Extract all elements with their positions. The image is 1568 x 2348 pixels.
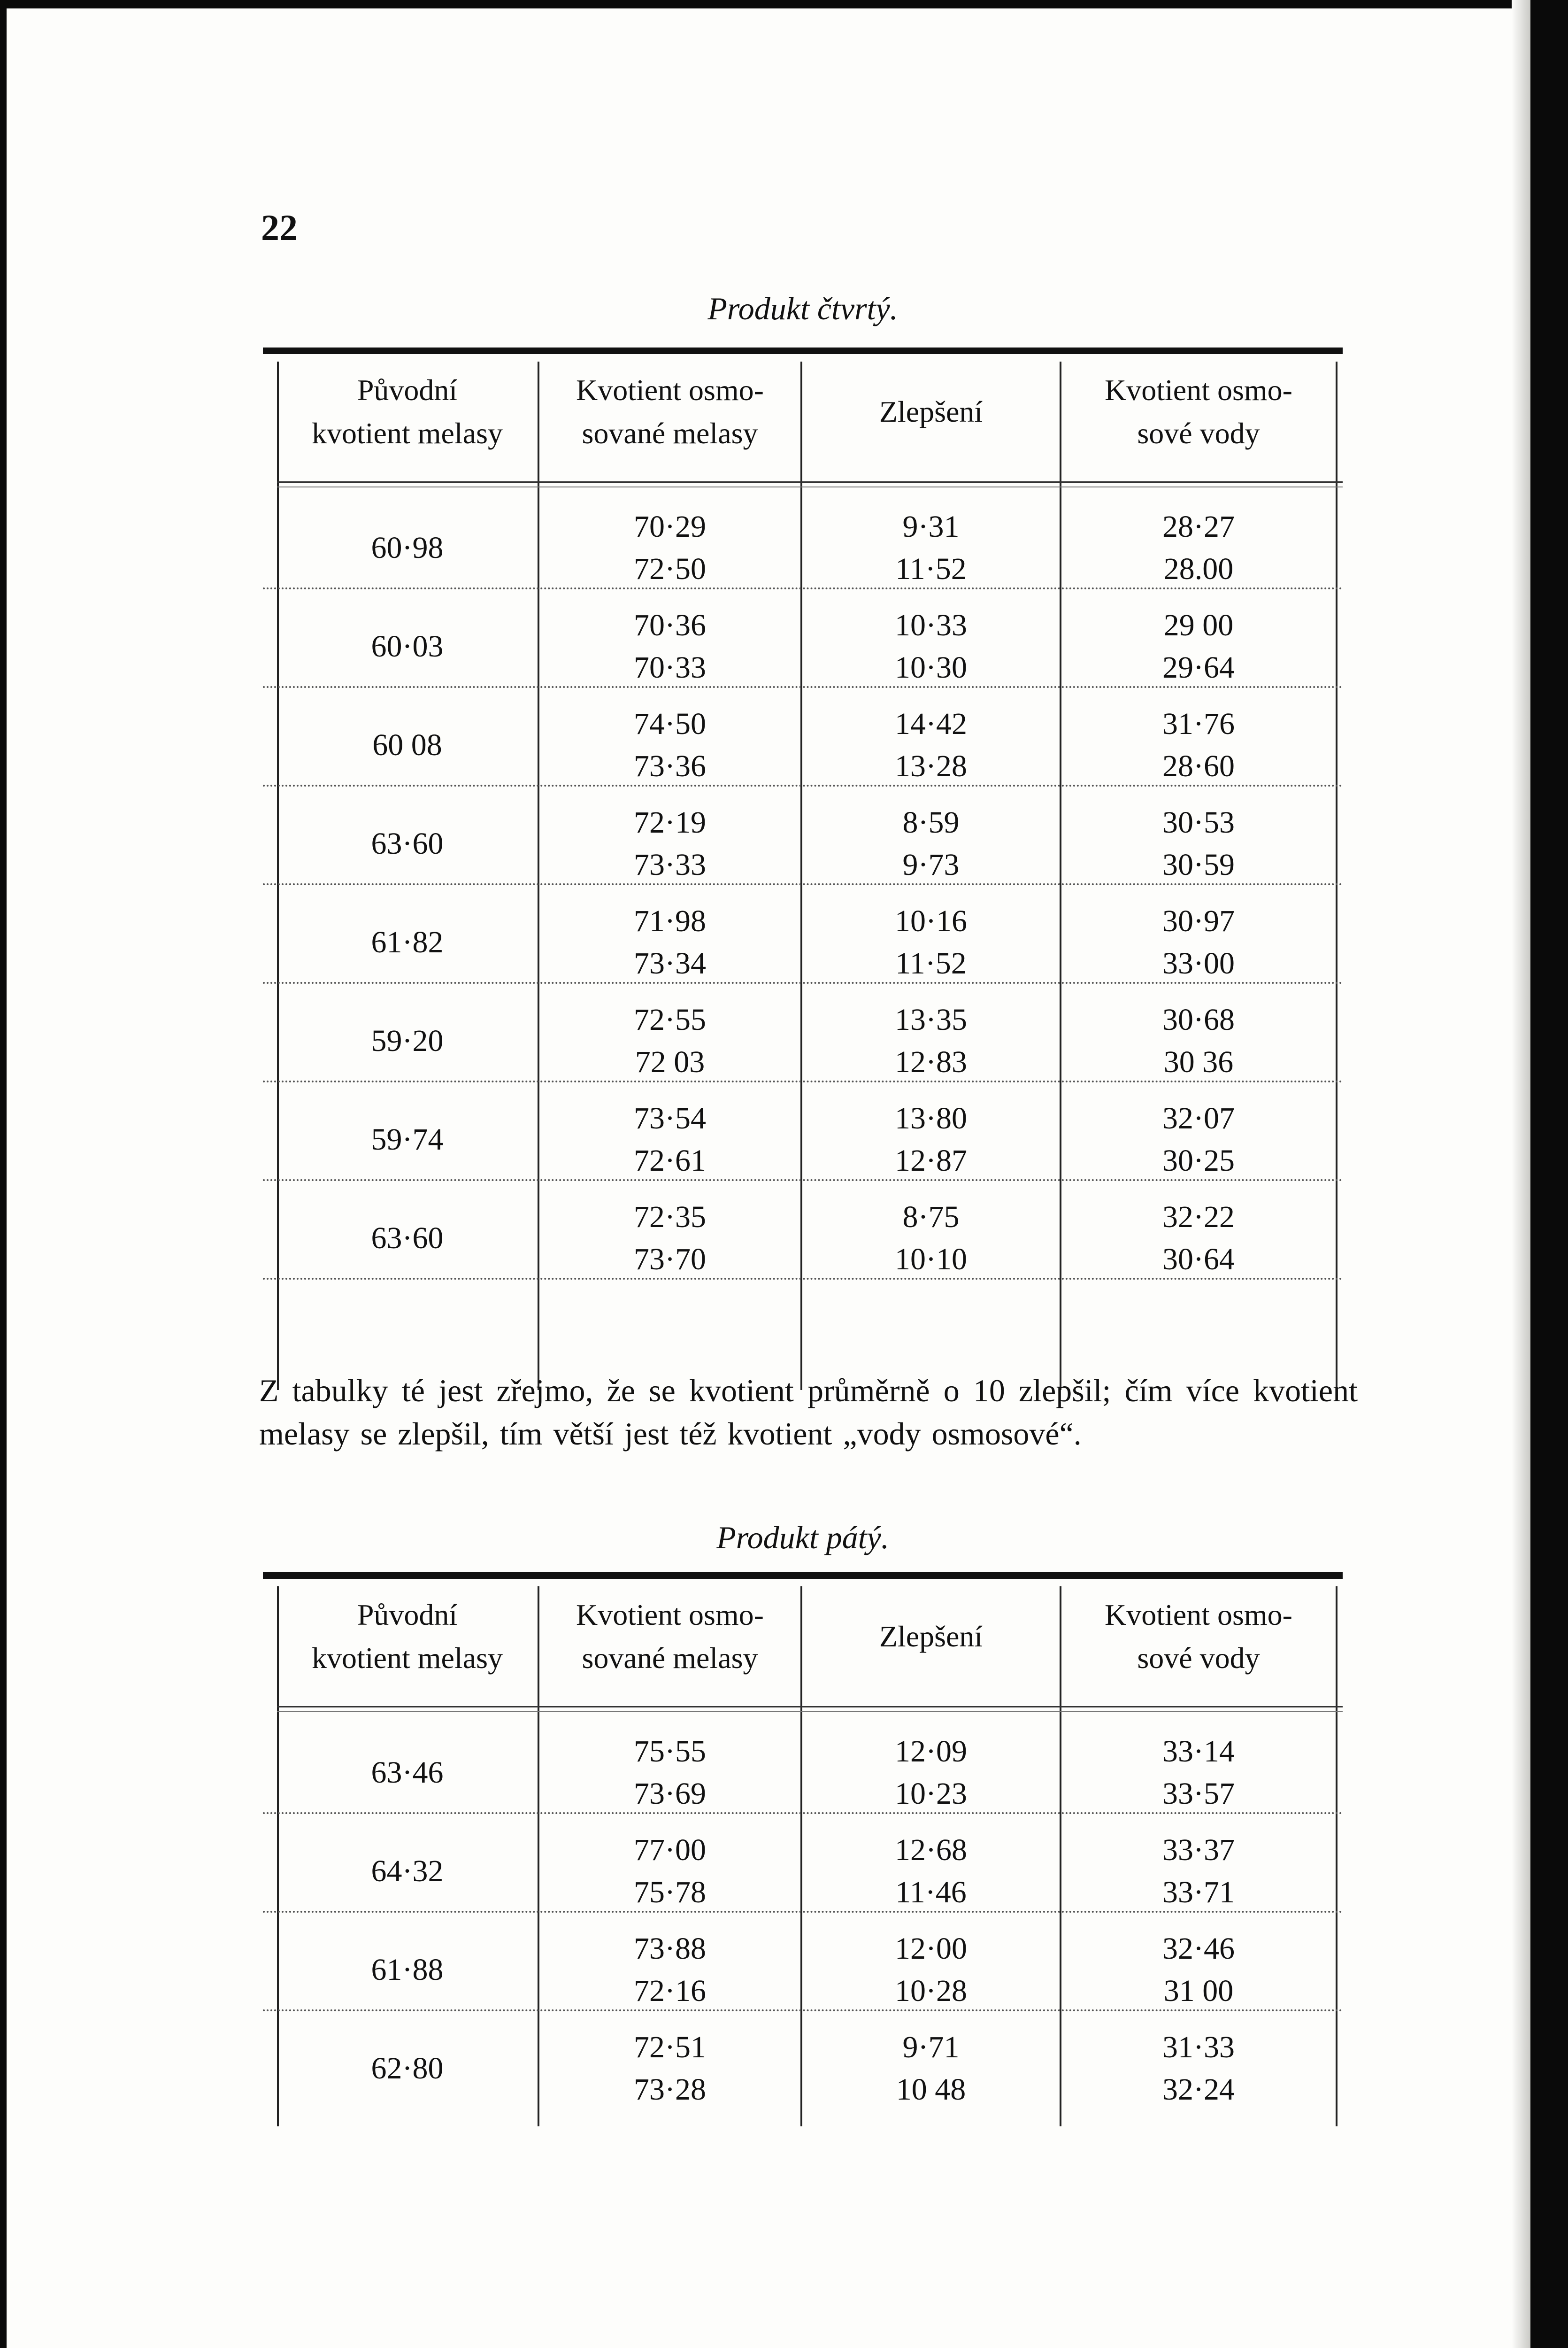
header-line: kvotient melasy (311, 1641, 503, 1675)
page-number: 22 (261, 207, 298, 248)
cell-osmosed-quotient-a: 72·55 (634, 1003, 706, 1037)
cell-osmosed-quotient-b: 72·16 (634, 1974, 706, 2008)
cell-osmosed-quotient-a: 72·35 (634, 1200, 706, 1234)
table-top-rule (263, 348, 1343, 354)
cell-water-quotient-b: 32·24 (1162, 2072, 1235, 2107)
cell-improvement-a: 10·33 (895, 608, 967, 642)
table-row (263, 787, 1343, 885)
cell-improvement-b: 10·10 (895, 1242, 967, 1276)
cell-water-quotient-a: 32·22 (1162, 1200, 1235, 1234)
header-line: sované melasy (582, 1641, 758, 1675)
header-water-quotient (1061, 369, 1336, 455)
table-row (263, 1082, 1343, 1181)
cell-improvement-b: 12·83 (895, 1045, 967, 1079)
cell-osmosed-quotient-b: 73·36 (634, 749, 706, 783)
table-row (263, 1814, 1343, 1913)
cell-water-quotient-b: 28.00 (1163, 552, 1234, 586)
cell-osmosed-quotient-a: 71·98 (634, 904, 706, 938)
cell-improvement-a: 13·80 (895, 1101, 967, 1135)
cell-osmosed-quotient-b: 70·33 (634, 650, 706, 685)
header-line: Zlepšení (879, 1620, 983, 1653)
cell-original-quotient: 60·98 (371, 531, 444, 565)
header-water-quotient (1061, 1593, 1336, 1680)
table-row (263, 688, 1343, 787)
cell-original-quotient: 63·60 (371, 1221, 444, 1255)
header-line: sové vody (1137, 1641, 1260, 1675)
cell-improvement-b: 11·46 (895, 1875, 967, 1909)
cell-improvement-b: 12·87 (895, 1143, 967, 1178)
header-line: Kvotient osmo- (1105, 1598, 1292, 1631)
cell-improvement-b: 9·73 (902, 848, 960, 882)
cell-osmosed-quotient-b: 72·61 (634, 1143, 706, 1178)
cell-water-quotient-a: 30·97 (1162, 904, 1235, 938)
header-line: Kvotient osmo- (1105, 373, 1292, 407)
header-line: Zlepšení (879, 395, 983, 428)
cell-original-quotient: 61·88 (371, 1953, 444, 1987)
table-row (263, 589, 1343, 688)
cell-improvement-b: 10 48 (896, 2072, 966, 2107)
cell-osmosed-quotient-b: 73·33 (634, 848, 706, 882)
cell-water-quotient-a: 31·33 (1162, 2030, 1235, 2064)
cell-water-quotient-b: 30·59 (1162, 848, 1235, 882)
cell-improvement-a: 10·16 (895, 904, 967, 938)
header-improvement (802, 390, 1060, 433)
cell-improvement-b: 11·52 (895, 552, 967, 586)
cell-original-quotient: 63·60 (371, 826, 444, 861)
cell-improvement-b: 10·30 (895, 650, 967, 685)
cell-water-quotient-b: 33·57 (1162, 1776, 1235, 1811)
cell-improvement-b: 13·28 (895, 749, 967, 783)
cell-water-quotient-b: 30 36 (1163, 1045, 1234, 1079)
header-double-rule (277, 1706, 1343, 1712)
cell-improvement-a: 9·31 (902, 510, 960, 544)
header-line: sované melasy (582, 417, 758, 450)
cell-osmosed-quotient-b: 75·78 (634, 1875, 706, 1909)
cell-osmosed-quotient-a: 73·54 (634, 1101, 706, 1135)
table-row (263, 1181, 1343, 1280)
cell-original-quotient: 59·20 (371, 1024, 444, 1058)
cell-water-quotient-a: 32·07 (1162, 1101, 1235, 1135)
cell-osmosed-quotient-b: 73·28 (634, 2072, 706, 2107)
cell-improvement-b: 10·23 (895, 1776, 967, 1811)
header-line: Původní (357, 1598, 458, 1631)
cell-water-quotient-a: 32·46 (1162, 1931, 1235, 1966)
cell-osmosed-quotient-b: 73·70 (634, 1242, 706, 1276)
cell-water-quotient-a: 31·76 (1162, 707, 1235, 741)
cell-osmosed-quotient-a: 74·50 (634, 707, 706, 741)
scan-edge-right (1530, 0, 1568, 2348)
cell-original-quotient: 60 08 (372, 728, 442, 762)
cell-original-quotient: 61·82 (371, 925, 444, 959)
cell-osmosed-quotient-a: 70·36 (634, 608, 706, 642)
cell-original-quotient: 64·32 (371, 1854, 444, 1888)
table-row (263, 885, 1343, 984)
cell-osmosed-quotient-a: 77·00 (634, 1833, 706, 1867)
table-row (263, 1913, 1343, 2011)
header-original-quotient (277, 1593, 538, 1680)
header-osmosed-quotient (539, 369, 800, 455)
cell-original-quotient: 62·80 (371, 2051, 444, 2085)
cell-osmosed-quotient-b: 73·69 (634, 1776, 706, 1811)
cell-osmosed-quotient-b: 73·34 (634, 946, 706, 981)
header-line: Původní (357, 373, 458, 407)
cell-water-quotient-a: 33·14 (1162, 1734, 1235, 1769)
header-line: kvotient melasy (311, 417, 503, 450)
table-row (263, 984, 1343, 1082)
cell-osmosed-quotient-a: 72·19 (634, 805, 706, 840)
cell-water-quotient-a: 29 00 (1163, 608, 1234, 642)
cell-water-quotient-b: 28·60 (1162, 749, 1235, 783)
cell-osmosed-quotient-a: 70·29 (634, 510, 706, 544)
header-double-rule (277, 481, 1343, 487)
cell-water-quotient-b: 30·64 (1162, 1242, 1235, 1276)
cell-improvement-b: 10·28 (895, 1974, 967, 2008)
cell-improvement-a: 12·09 (895, 1734, 967, 1769)
section-title-product-5: Produkt pátý. (716, 1520, 889, 1555)
cell-original-quotient: 59·74 (371, 1122, 444, 1157)
header-improvement (802, 1615, 1060, 1658)
scan-edge-left (0, 0, 7, 2348)
table-product-5 (263, 1572, 1343, 2126)
table-row (263, 1715, 1343, 1814)
cell-water-quotient-b: 33·71 (1162, 1875, 1235, 1909)
cell-osmosed-quotient-a: 72·51 (634, 2030, 706, 2064)
header-line: Kvotient osmo- (576, 373, 764, 407)
cell-improvement-a: 12·00 (895, 1931, 967, 1966)
cell-osmosed-quotient-a: 75·55 (634, 1734, 706, 1769)
cell-improvement-a: 13·35 (895, 1003, 967, 1037)
section-title-product-4: Produkt čtvrtý. (707, 291, 898, 326)
body-paragraph: Z tabulky té jest zřejmo, že se kvotient průměrně o 10 zlepšil; čím více kvotient melasy se zlepšil, tím větší jest též kvotient „vody osmosové“. (259, 1373, 1358, 1452)
header-line: Kvotient osmo- (576, 1598, 764, 1631)
table-product-4 (263, 348, 1343, 1385)
row-separator (263, 1278, 1343, 1280)
cell-original-quotient: 63·46 (371, 1755, 444, 1790)
cell-water-quotient-a: 28·27 (1162, 510, 1235, 544)
cell-osmosed-quotient-b: 72·50 (634, 552, 706, 586)
table-top-rule (263, 1572, 1343, 1579)
cell-water-quotient-b: 31 00 (1163, 1974, 1234, 2008)
cell-improvement-a: 8·75 (902, 1200, 960, 1234)
page-gutter-shade (1512, 0, 1530, 2348)
cell-original-quotient: 60·03 (371, 629, 444, 664)
cell-improvement-a: 9·71 (902, 2030, 960, 2064)
cell-water-quotient-b: 33·00 (1162, 946, 1235, 981)
scan-edge-top (0, 0, 1568, 8)
cell-water-quotient-a: 30·53 (1162, 805, 1235, 840)
cell-water-quotient-b: 30·25 (1162, 1143, 1235, 1178)
header-osmosed-quotient (539, 1593, 800, 1680)
table-row (263, 2011, 1343, 2110)
header-line: sové vody (1137, 417, 1260, 450)
table-row (263, 491, 1343, 589)
cell-osmosed-quotient-a: 73·88 (634, 1931, 706, 1966)
cell-water-quotient-a: 30·68 (1162, 1003, 1235, 1037)
cell-osmosed-quotient-b: 72 03 (635, 1045, 705, 1079)
cell-improvement-a: 8·59 (902, 805, 960, 840)
cell-water-quotient-b: 29·64 (1162, 650, 1235, 685)
cell-improvement-a: 12·68 (895, 1833, 967, 1867)
cell-improvement-a: 14·42 (895, 707, 967, 741)
header-original-quotient (277, 369, 538, 455)
cell-improvement-b: 11·52 (895, 946, 967, 981)
cell-water-quotient-a: 33·37 (1162, 1833, 1235, 1867)
